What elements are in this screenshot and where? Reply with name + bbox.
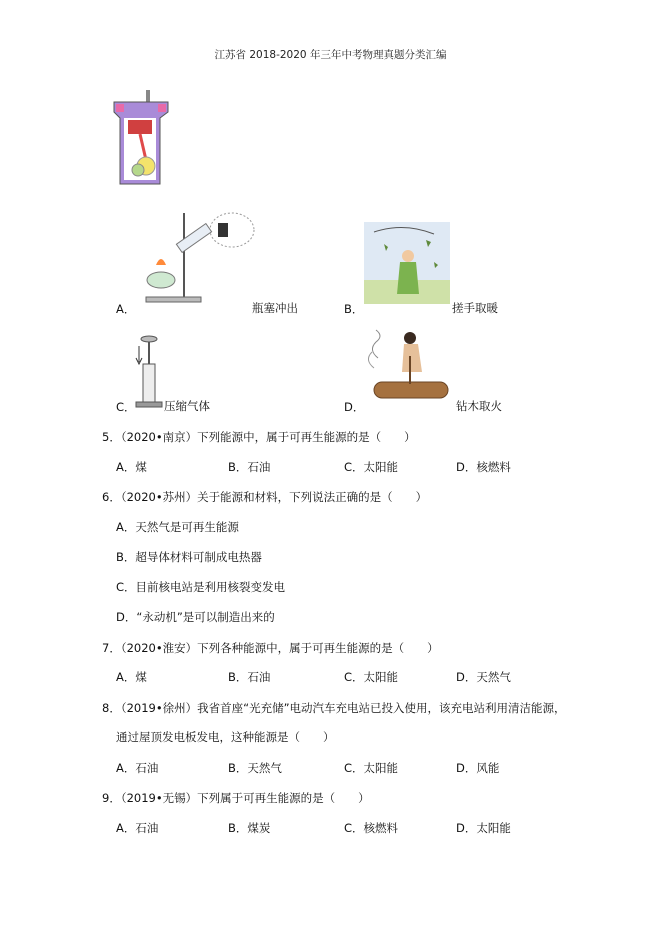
question-6-option-b: B．超导体材料可制成电热器	[116, 550, 262, 564]
question-6-option-d: D．“永动机”是可以制造出来的	[116, 610, 275, 624]
question-6-option-c: C．目前核电站是利用核裂变发电	[116, 580, 286, 594]
figure-b-caption: 搓手取暖	[452, 301, 498, 315]
figure-c-letter: C．	[116, 400, 136, 414]
question-6-stem: 6．（2020•苏州）关于能源和材料，下列说法正确的是（ ）	[102, 490, 428, 504]
figure-c-air-pump	[132, 334, 166, 410]
question-9-stem: 9．（2019•无锡）下列属于可再生能源的是（ ）	[102, 791, 370, 805]
question-8-option-b: B．天然气	[228, 761, 282, 775]
figure-a-letter: A．	[116, 302, 136, 316]
question-7-stem: 7．（2020•淮安）下列各种能源中，属于可再生能源的是（ ）	[102, 641, 439, 655]
figure-b-rubbing-hands	[364, 222, 450, 304]
question-5-option-b: B．石油	[228, 460, 271, 474]
question-5-stem: 5．（2020•南京）下列能源中，属于可再生能源的是（ ）	[102, 430, 416, 444]
figure-b-letter: B．	[344, 302, 364, 316]
question-9-option-d: D．太阳能	[456, 821, 511, 835]
question-7-option-a: A．煤	[116, 670, 147, 684]
engine-figure	[110, 88, 172, 186]
figure-a-test-tube	[136, 205, 256, 307]
figure-c-caption: 压缩气体	[164, 399, 210, 413]
question-9-option-c: C．核燃料	[344, 821, 399, 835]
figure-d-drilling-wood	[364, 328, 456, 408]
question-8-option-a: A．石油	[116, 761, 159, 775]
question-5-option-d: D．核燃料	[456, 460, 511, 474]
question-9-option-a: A．石油	[116, 821, 159, 835]
question-7-option-d: D．天然气	[456, 670, 511, 684]
question-9-option-b: B．煤炭	[228, 821, 271, 835]
question-7-option-b: B．石油	[228, 670, 271, 684]
question-6-option-a: A．天然气是可再生能源	[116, 520, 239, 534]
figure-a-caption: 瓶塞冲出	[252, 301, 298, 315]
question-5-option-a: A．煤	[116, 460, 147, 474]
question-5-option-c: C．太阳能	[344, 460, 399, 474]
question-8-stem: 8．（2019•徐州）我省首座“光充储”电动汽车充电站已投入使用，该充电站利用清洁能源，	[102, 701, 566, 715]
question-8-option-d: D．风能	[456, 761, 500, 775]
question-7-option-c: C．太阳能	[344, 670, 399, 684]
figure-d-letter: D．	[344, 400, 365, 414]
question-8-option-c: C．太阳能	[344, 761, 399, 775]
figure-d-caption: 钻木取火	[456, 399, 502, 413]
question-8-stem-continued: 通过屋顶发电板发电，这种能源是（ ）	[116, 730, 335, 744]
page-header: 江苏省 2018-2020 年三年中考物理真题分类汇编	[214, 49, 447, 61]
